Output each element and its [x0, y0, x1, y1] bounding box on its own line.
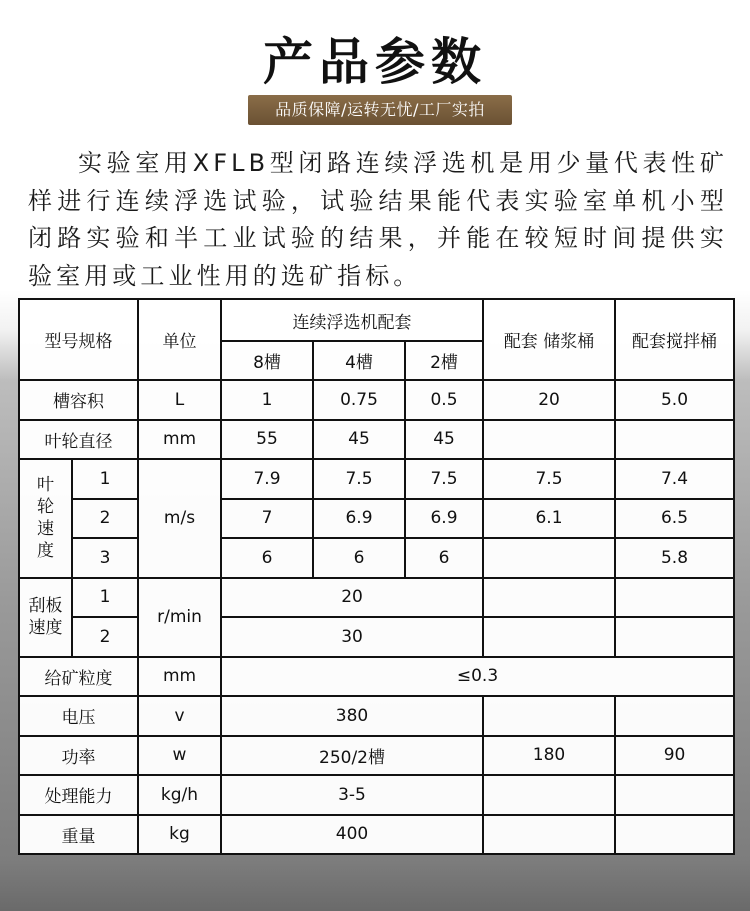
feed-size-unit: mm — [138, 657, 221, 697]
power-unit: w — [138, 736, 221, 776]
scraper-speed-idx: 2 — [72, 617, 138, 657]
scraper-speed-value: 20 — [221, 578, 483, 618]
impeller-dia-unit: mm — [138, 420, 221, 460]
header-model: 型号规格 — [19, 299, 138, 380]
weight-mixer — [615, 815, 734, 855]
scraper-speed-value: 30 — [221, 617, 483, 657]
row-impeller-speed-1 — [19, 459, 734, 499]
throughput-value: 3-5 — [221, 775, 483, 815]
throughput-mixer — [615, 775, 734, 815]
impeller-speed-idx: 1 — [72, 459, 138, 499]
scraper-speed-unit: r/min — [138, 578, 221, 657]
impeller-speed-idx: 2 — [72, 499, 138, 539]
throughput-tank — [483, 775, 615, 815]
weight-label: 重量 — [19, 815, 138, 855]
header-mixer: 配套搅拌桶 — [615, 299, 734, 380]
capacity-unit: L — [138, 380, 221, 420]
power-tank: 180 — [483, 736, 615, 776]
header-slot4: 4槽 — [313, 341, 405, 380]
row-impeller-diameter — [19, 420, 734, 460]
header-unit: 单位 — [138, 299, 221, 380]
impeller-speed-mixer: 5.8 — [615, 538, 734, 578]
weight-value: 400 — [221, 815, 483, 855]
spec-table-container — [18, 298, 733, 855]
impeller-speed-8: 7 — [221, 499, 313, 539]
row-capacity — [19, 380, 734, 420]
capacity-2: 0.5 — [405, 380, 483, 420]
impeller-speed-mixer: 7.4 — [615, 459, 734, 499]
scraper-speed-tank — [483, 617, 615, 657]
header-slot2: 2槽 — [405, 341, 483, 380]
capacity-8: 1 — [221, 380, 313, 420]
row-voltage — [19, 696, 734, 736]
page-title: 产品参数 — [263, 33, 487, 91]
impeller-speed-8: 7.9 — [221, 459, 313, 499]
power-mixer: 90 — [615, 736, 734, 776]
weight-unit: kg — [138, 815, 221, 855]
scraper-speed-mixer — [615, 578, 734, 618]
header-slot8: 8槽 — [221, 341, 313, 380]
impeller-dia-4: 45 — [313, 420, 405, 460]
impeller-speed-2: 6 — [405, 538, 483, 578]
quality-badge: 品质保障/运转无忧/工厂实拍 — [248, 95, 512, 125]
row-power — [19, 736, 734, 776]
capacity-label: 槽容积 — [19, 380, 138, 420]
impeller-speed-label: 叶轮速度 — [37, 475, 54, 562]
voltage-tank — [483, 696, 615, 736]
impeller-speed-4: 6.9 — [313, 499, 405, 539]
impeller-speed-8: 6 — [221, 538, 313, 578]
impeller-speed-2: 6.9 — [405, 499, 483, 539]
voltage-label: 电压 — [19, 696, 138, 736]
voltage-mixer — [615, 696, 734, 736]
impeller-speed-4: 7.5 — [313, 459, 405, 499]
impeller-speed-mixer: 6.5 — [615, 499, 734, 539]
impeller-speed-tank: 7.5 — [483, 459, 615, 499]
impeller-dia-label: 叶轮直径 — [19, 420, 138, 460]
scraper-speed-label-cell — [19, 578, 72, 657]
impeller-dia-tank — [483, 420, 615, 460]
voltage-unit: v — [138, 696, 221, 736]
header-tank: 配套 储浆桶 — [483, 299, 615, 380]
feed-size-value: ≤0.3 — [221, 657, 734, 697]
impeller-speed-2: 7.5 — [405, 459, 483, 499]
impeller-speed-label-cell — [19, 459, 72, 578]
capacity-mixer: 5.0 — [615, 380, 734, 420]
scraper-speed-tank — [483, 578, 615, 618]
impeller-dia-2: 45 — [405, 420, 483, 460]
capacity-4: 0.75 — [313, 380, 405, 420]
impeller-speed-tank — [483, 538, 615, 578]
throughput-label: 处理能力 — [19, 775, 138, 815]
impeller-speed-tank: 6.1 — [483, 499, 615, 539]
scraper-speed-mixer — [615, 617, 734, 657]
scraper-speed-label-bottom: 速度 — [28, 618, 63, 638]
header-flotation-group: 连续浮选机配套 — [221, 299, 483, 341]
voltage-value: 380 — [221, 696, 483, 736]
row-throughput — [19, 775, 734, 815]
spec-table — [18, 298, 735, 855]
scraper-speed-label-top: 刮板 — [28, 596, 63, 616]
impeller-speed-idx: 3 — [72, 538, 138, 578]
throughput-unit: kg/h — [138, 775, 221, 815]
power-value: 250/2槽 — [221, 736, 483, 776]
row-scraper-speed-2 — [19, 617, 734, 657]
impeller-dia-mixer — [615, 420, 734, 460]
impeller-speed-4: 6 — [313, 538, 405, 578]
row-impeller-speed-2 — [19, 499, 734, 539]
scraper-speed-idx: 1 — [72, 578, 138, 618]
row-scraper-speed-1 — [19, 578, 734, 618]
row-impeller-speed-3 — [19, 538, 734, 578]
row-feed-size — [19, 657, 734, 697]
impeller-dia-8: 55 — [221, 420, 313, 460]
capacity-tank: 20 — [483, 380, 615, 420]
power-label: 功率 — [19, 736, 138, 776]
header-row-1 — [19, 299, 734, 341]
impeller-speed-unit: m/s — [138, 459, 221, 578]
row-weight — [19, 815, 734, 855]
weight-tank — [483, 815, 615, 855]
feed-size-label: 给矿粒度 — [19, 657, 138, 697]
product-description: 实验室用XFLB型闭路连续浮选机是用少量代表性矿样进行连续浮选试验，试验结果能代表实验室单机小型闭路实验和半工业试验的结果，并能在较短时间提供实验室用或工业性用的选矿指标。 — [28, 149, 728, 290]
